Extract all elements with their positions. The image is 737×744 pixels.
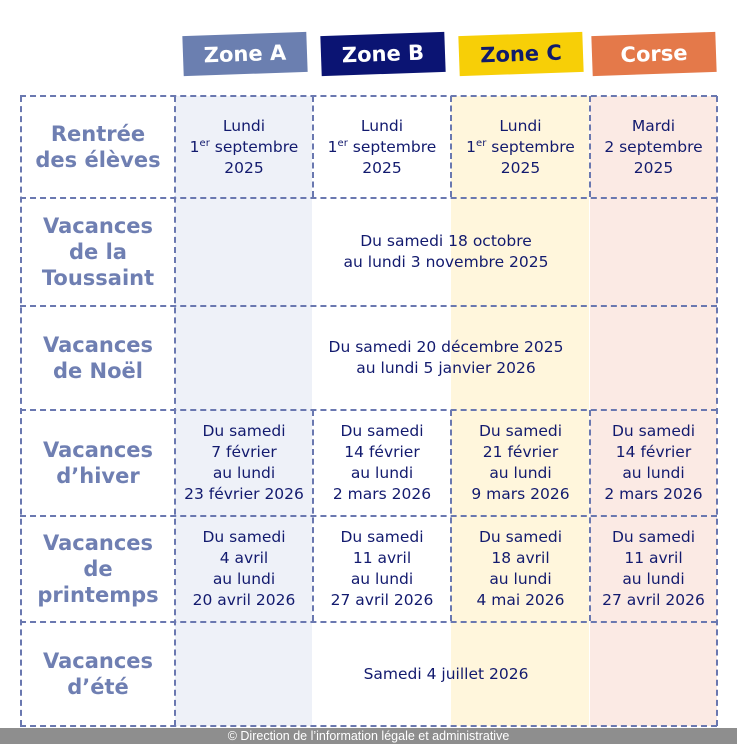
grid-line — [20, 725, 717, 727]
cell-ete-all-zones: Samedi 4 juillet 2026 — [363, 664, 529, 683]
zone-c-header: Zone C — [458, 32, 583, 76]
cell-hiver-zone-a: Du samedi 7 février au lundi 23 février 2026 — [184, 422, 304, 503]
cell-hiver-zone-b: Du samedi 14 février au lundi 2 mars 2026 — [332, 422, 432, 503]
cell-noel-all-zones: Du samedi 20 décembre 2025 au lundi 5 janvier 2026 — [328, 338, 564, 377]
cell-printemps-zone-a: Du samedi 4 avril au lundi 20 avril 2026 — [192, 528, 296, 609]
zone-b-header: Zone B — [320, 32, 445, 76]
row-label-toussaint: Vacances de la Toussaint — [41, 214, 155, 290]
cell-toussaint-all-zones: Du samedi 18 octobre au lundi 3 novembre 2025 — [343, 232, 549, 271]
cell-hiver-corse: Du samedi 14 février au lundi 2 mars 2026 — [604, 422, 703, 503]
cell-hiver-zone-c: Du samedi 21 février au lundi 9 mars 2026 — [471, 422, 570, 503]
cell-rentree-zone-b: Lundi 1er septembre 2025 — [327, 116, 437, 177]
cell-printemps-zone-b: Du samedi 11 avril au lundi 27 avril 2026 — [330, 528, 434, 609]
row-label-hiver: Vacances d’hiver — [42, 438, 154, 488]
zone-a-header: Zone A — [182, 32, 307, 76]
cell-printemps-corse: Du samedi 11 avril au lundi 27 avril 2026 — [602, 528, 705, 609]
copyright-footer: © Direction de l’information légale et administrative — [0, 728, 737, 744]
row-label-printemps: Vacances de printemps — [37, 531, 159, 607]
grid-line — [716, 96, 718, 726]
row-label-rentree: Rentrée des élèves — [35, 122, 161, 172]
row-label-ete: Vacances d’été — [42, 649, 154, 699]
corse-header: Corse — [591, 32, 716, 76]
cell-rentree-zone-c: Lundi 1er septembre 2025 — [466, 116, 575, 177]
row-label-noel: Vacances de Noël — [42, 333, 154, 383]
cell-rentree-corse: Mardi 2 septembre 2025 — [604, 116, 703, 177]
cell-printemps-zone-c: Du samedi 18 avril au lundi 4 mai 2026 — [476, 528, 565, 609]
cell-rentree-zone-a: Lundi 1er septembre 2025 — [189, 116, 299, 177]
